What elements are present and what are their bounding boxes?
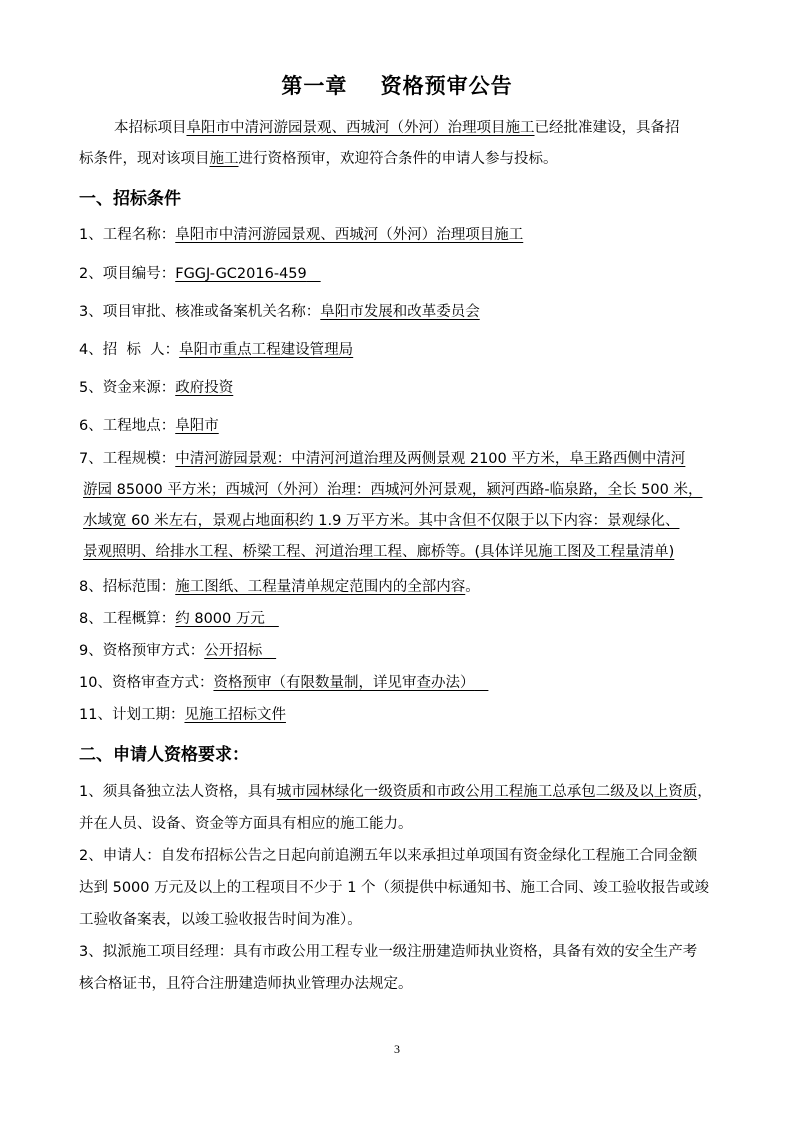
scale-line <box>83 511 679 531</box>
intro-text: 已经批准建设，具备招 <box>534 120 680 136</box>
item-label: 3、项目审批、核准或备案机关名称： <box>79 304 321 320</box>
scale-line-text: 景观照明、给排水工程、桥梁工程、河道治理工程、廊桥等。(具体详见施工图及工程量清单) <box>83 544 675 560</box>
item-label: 8、招标范围： <box>79 579 176 595</box>
item-label: 8、工程概算： <box>79 611 176 627</box>
item-value: 阜阳市 <box>175 418 219 434</box>
item-value: 施工图纸、工程量清单规定范围内的全部内容 <box>175 579 466 595</box>
item-label: 4、招 标 人： <box>79 342 180 358</box>
req-text: 1、须具备独立法人资格，具有 <box>79 784 277 800</box>
intro-underlined: 施工 <box>209 151 239 167</box>
item-value: 政府投资 <box>175 380 234 396</box>
item-suffix: 。 <box>465 579 480 595</box>
requirement-2-line-1: 2、申请人：自发布招标公告之日起向前追溯五年以来承担过单项国有资金绿化工程施工合同金额 <box>79 848 698 864</box>
item-value: FGGJ-GC2016-459 <box>175 266 307 282</box>
requirement-1-line-1 <box>79 782 712 802</box>
section-heading-conditions: 一、招标条件 <box>79 189 181 209</box>
scale-line <box>83 542 674 562</box>
list-item <box>79 378 233 398</box>
requirement-2-line-2: 达到 5000 万元及以上的工程项目不少于 1 个（须提供中标通知书、施工合同、竣工验收报告或竣 <box>79 880 710 896</box>
list-item <box>79 609 279 629</box>
list-item <box>79 705 286 725</box>
list-item <box>79 302 480 322</box>
item-value: 阜阳市重点工程建设管理局 <box>179 342 354 358</box>
page-number: 3 <box>394 1042 400 1056</box>
list-item <box>79 225 523 245</box>
intro-line-1 <box>114 118 680 138</box>
requirement-1-line-2: 并在人员、设备、资金等方面具有相应的施工能力。 <box>79 816 413 832</box>
requirement-3-line-1: 3、拟派施工项目经理：具有市政公用工程专业一级注册建造师执业资格，具备有效的安全生产考 <box>79 944 698 960</box>
intro-line-2 <box>79 149 558 169</box>
item-label: 10、资格审查方式： <box>79 675 214 691</box>
list-item <box>79 577 480 597</box>
requirement-3-line-2: 核合格证书，且符合注册建造师执业管理办法规定。 <box>79 976 413 992</box>
item-value: 阜阳市发展和改革委员会 <box>320 304 480 320</box>
scale-line-text: 游园 85000 平方米；西城河（外河）治理：西城河外河景观，颍河西路-临泉路，全长 500 米， <box>83 482 703 498</box>
item-label: 2、项目编号： <box>79 266 176 282</box>
item-label: 9、资格预审方式： <box>79 643 205 659</box>
section-heading-requirements: 二、申请人资格要求： <box>79 745 249 765</box>
requirement-2-line-3: 工验收备案表，以竣工验收报告时间为准）。 <box>79 912 362 928</box>
list-item <box>79 673 488 693</box>
item-label: 7、工程规模： <box>79 451 176 467</box>
req-qualification: 城市园林绿化一级资质和市政公用工程施工总承包二级及以上资质 <box>276 784 698 800</box>
intro-text: 本招标项目 <box>114 120 187 136</box>
item-label: 11、计划工期： <box>79 707 185 723</box>
item-value: 公开招标 <box>204 643 263 659</box>
page-title: 第一章 资格预审公告 <box>281 74 513 98</box>
list-item <box>79 416 219 436</box>
list-item-scale <box>79 449 685 469</box>
list-item <box>79 264 321 284</box>
item-value: 约 8000 万元 <box>175 611 265 627</box>
intro-text: 进行资格预审，欢迎符合条件的申请人参与投标。 <box>238 151 558 167</box>
item-value: 见施工招标文件 <box>184 707 286 723</box>
intro-text: 标条件，现对该项目 <box>79 151 210 167</box>
intro-project-name: 阜阳市中清河游园景观、西城河（外河）治理项目施工 <box>186 120 535 136</box>
item-label: 6、工程地点： <box>79 418 176 434</box>
scale-line-text: 水域宽 60 米左右，景观占地面积约 1.9 万平方米。其中含但不仅限于以下内容：景观绿化、 <box>83 513 680 529</box>
scale-line: 中清河游园景观：中清河河道治理及两侧景观 2100 平方米，阜王路西侧中清河 <box>175 451 686 467</box>
scale-line <box>83 480 702 500</box>
list-item <box>79 641 276 661</box>
req-text: ， <box>697 784 712 800</box>
item-value: 阜阳市中清河游园景观、西城河（外河）治理项目施工 <box>175 227 524 243</box>
list-item <box>79 340 353 360</box>
item-value: 资格预审（有限数量制，详见审查办法） <box>213 675 475 691</box>
item-label: 5、资金来源： <box>79 380 176 396</box>
item-label: 1、工程名称： <box>79 227 176 243</box>
